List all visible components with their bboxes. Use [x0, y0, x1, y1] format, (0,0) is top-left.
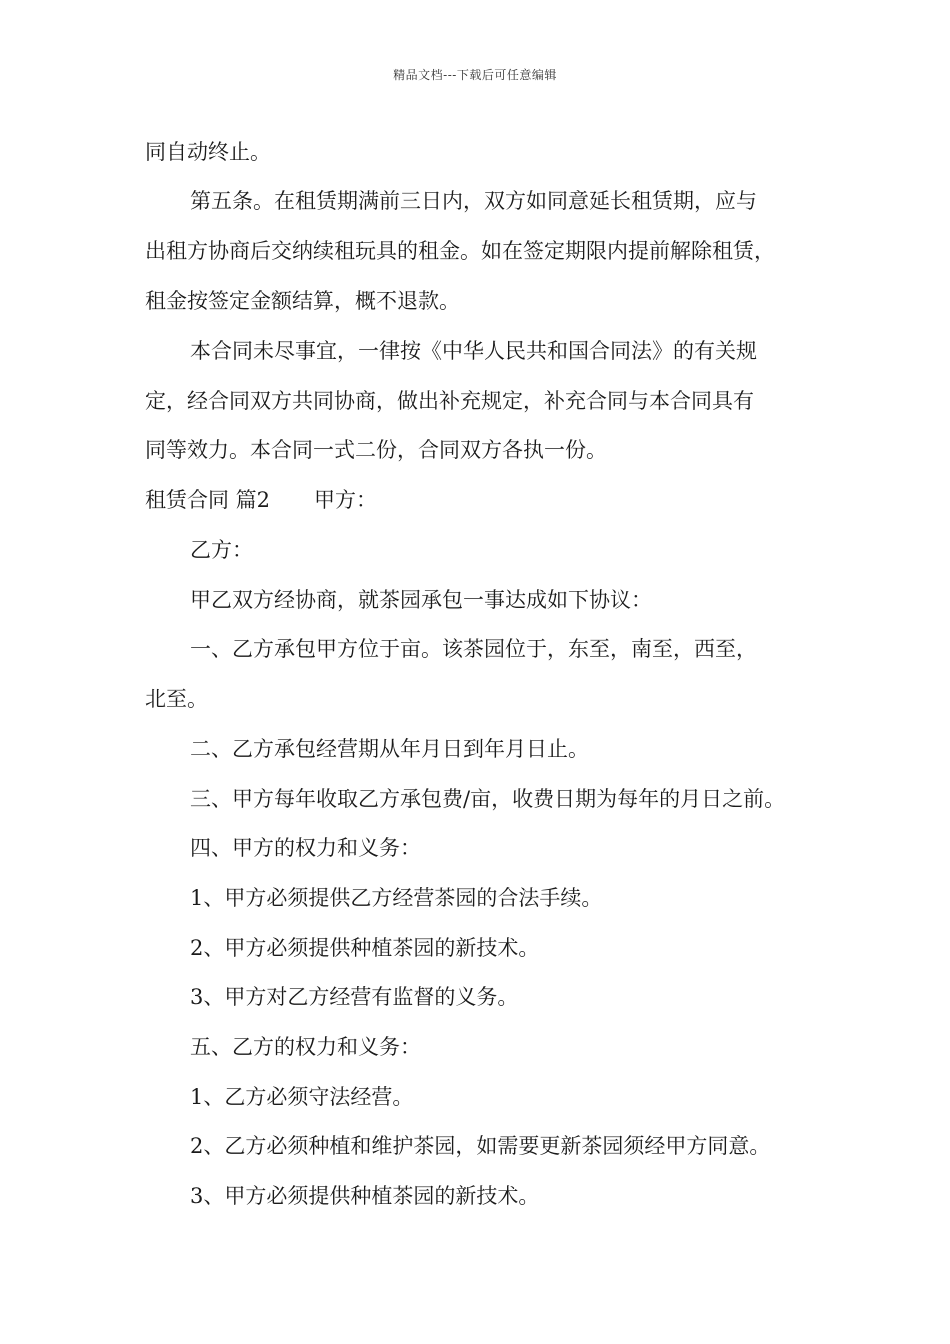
paragraph-line: 租金按签定金额结算，概不退款。: [145, 289, 460, 313]
paragraph-line: 一、乙方承包甲方位于亩。该茶园位于，东至，南至，西至，: [190, 637, 757, 661]
paragraph-line: 第五条。在租赁期满前三日内，双方如同意延长租赁期，应与: [190, 189, 757, 213]
party-a-label: 甲方：: [314, 488, 378, 512]
paragraph-line: 出租方协商后交纳续租玩具的租金。如在签定期限内提前解除租赁，: [145, 239, 775, 263]
paragraph-line: 四、甲方的权力和义务：: [190, 836, 421, 860]
paragraph-line: 三、甲方每年收取乙方承包费/亩，收费日期为每年的月日之前。: [190, 787, 786, 811]
paragraph-line: 本合同未尽事宜，一律按《中华人民共和国合同法》的有关规: [190, 339, 757, 363]
paragraph-line: 甲乙双方经协商，就茶园承包一事达成如下协议：: [190, 588, 652, 612]
page-header: 精品文档---下载后可任意编辑: [393, 68, 557, 82]
paragraph-line: 同等效力。本合同一式二份，合同双方各执一份。: [145, 438, 607, 462]
section-title: 租赁合同 篇2: [145, 488, 271, 512]
paragraph-line: 1、甲方必须提供乙方经营茶园的合法手续。: [190, 886, 603, 910]
paragraph-line: 乙方：: [190, 538, 253, 562]
paragraph-line: 2、甲方必须提供种植茶园的新技术。: [190, 936, 540, 960]
paragraph-line: 3、甲方对乙方经营有监督的义务。: [190, 985, 519, 1009]
paragraph-line: 3、甲方必须提供种植茶园的新技术。: [190, 1184, 540, 1208]
paragraph-line: 同自动终止。: [145, 140, 271, 164]
paragraph-line: 2、乙方必须种植和维护茶园，如需要更新茶园须经甲方同意。: [190, 1134, 771, 1158]
section-heading: [145, 488, 377, 512]
paragraph-line: 1、乙方必须守法经营。: [190, 1085, 414, 1109]
paragraph-line: 北至。: [145, 687, 208, 711]
paragraph-line: 定，经合同双方共同协商，做出补充规定，补充合同与本合同具有: [145, 389, 754, 413]
paragraph-line: 二、乙方承包经营期从年月日到年月日止。: [190, 737, 589, 761]
paragraph-line: 五、乙方的权力和义务：: [190, 1035, 421, 1059]
